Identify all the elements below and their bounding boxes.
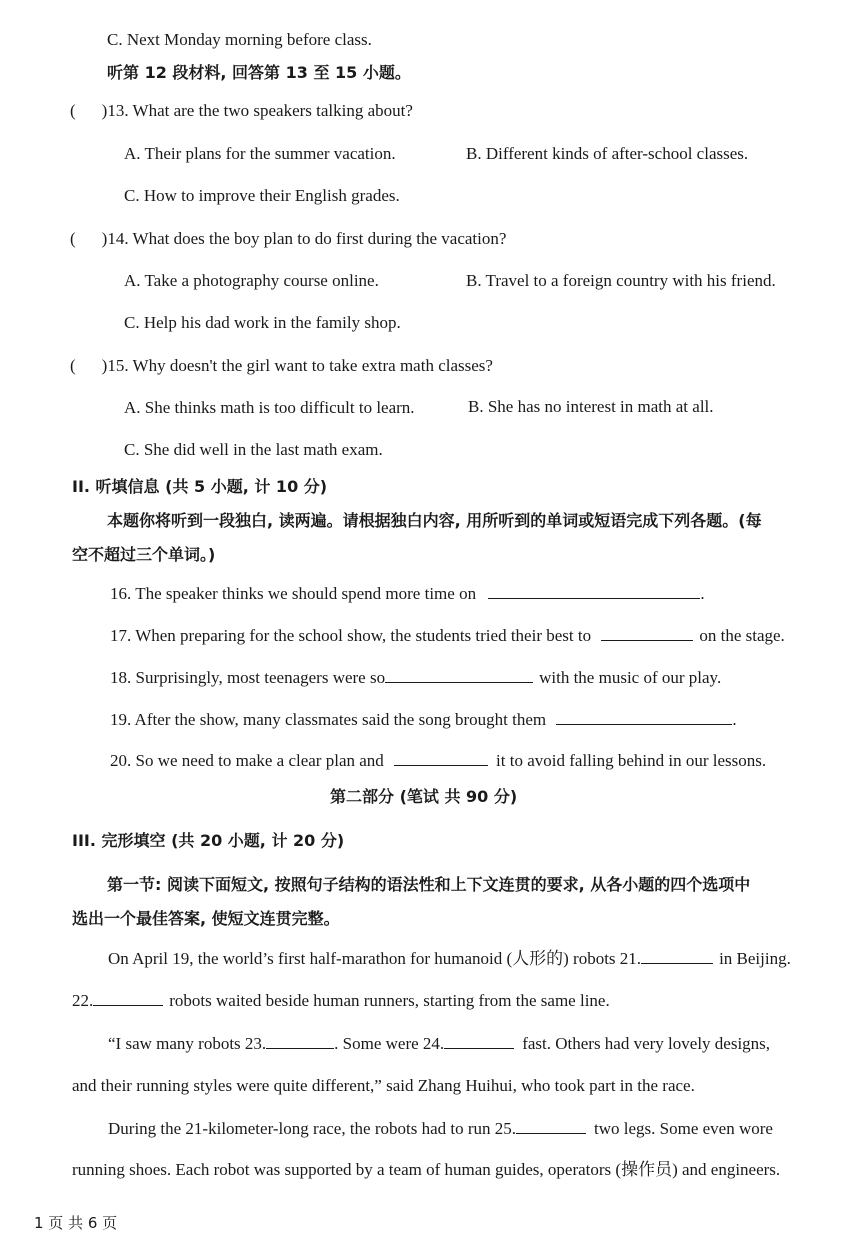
fill-item-suffix: with the music of our play.: [539, 668, 722, 687]
passage-line-2: [72, 989, 610, 1012]
question-stem-13: )13. What are the two speakers talking about?: [101, 101, 413, 120]
fill-blank-17[interactable]: [601, 624, 693, 641]
section-2-heading: II. 听填信息 (共 5 小题, 计 10 分): [72, 477, 328, 496]
question-stem-15: )15. Why doesn't the girl want to take extra math classes?: [101, 356, 493, 375]
passage-line-6: running shoes. Each robot was supported by a team of human guides, operators (操作员) and engineers.: [72, 1160, 781, 1179]
passage-text: 22.: [72, 991, 94, 1010]
passage-line-5: [108, 1117, 773, 1140]
passage-line-1: [108, 947, 791, 970]
option-c-13: C. How to improve their English grades.: [124, 186, 400, 205]
answer-paren: (: [70, 229, 76, 248]
cloze-blank-24[interactable]: [444, 1032, 514, 1049]
cloze-blank-22[interactable]: [93, 989, 163, 1006]
fill-blank-18[interactable]: [385, 666, 533, 683]
cloze-blank-21[interactable]: [641, 947, 713, 964]
fill-item-suffix: .: [732, 710, 737, 729]
passage-text: During the 21-kilometer-long race, the robots had to run 25.: [108, 1119, 517, 1138]
question-stem-14: )14. What does the boy plan to do first during the vacation?: [101, 229, 507, 248]
answer-paren: (: [70, 101, 76, 120]
fill-item-suffix: .: [700, 584, 705, 603]
question-15: [70, 355, 493, 377]
option-a-15: A. She thinks math is too difficult to learn.: [124, 398, 415, 417]
option-c-15: C. She did well in the last math exam.: [124, 440, 383, 459]
fill-item-text: 18. Surprisingly, most teenagers were so: [110, 668, 386, 687]
option-a-14: A. Take a photography course online.: [124, 271, 379, 290]
cloze-blank-23[interactable]: [266, 1032, 334, 1049]
fill-item-19: [110, 708, 737, 731]
fill-item-16: [110, 582, 705, 605]
section-2-instructions-line2: 空不超过三个单词。): [72, 545, 216, 564]
option-c-14: C. Help his dad work in the family shop.: [124, 313, 401, 332]
passage-text: two legs. Some even wore: [594, 1119, 773, 1138]
option-b-14: B. Travel to a foreign country with his friend.: [466, 271, 776, 290]
fill-item-text: 19. After the show, many classmates said the song brought them: [110, 710, 547, 729]
option-a-13: A. Their plans for the summer vacation.: [124, 144, 396, 163]
fill-item-20: [110, 749, 766, 772]
passage-text: robots waited beside human runners, starting from the same line.: [169, 991, 610, 1010]
option-b-13: B. Different kinds of after-school classes.: [466, 144, 749, 163]
fill-item-text: 17. When preparing for the school show, the students tried their best to: [110, 626, 592, 645]
passage-text: . Some were 24.: [334, 1034, 445, 1053]
fill-blank-20[interactable]: [394, 749, 488, 766]
passage-line-4: and their running styles were quite different,” said Zhang Huihui, who took part in the race.: [72, 1076, 695, 1095]
question-14: [70, 228, 506, 250]
section-3-instructions-line1: 第一节: 阅读下面短文, 按照句子结构的语法性和上下文连贯的要求, 从各小题的四个选项中: [107, 875, 751, 894]
section-intro-12: 听第 12 段材料, 回答第 13 至 15 小题。: [107, 63, 411, 82]
cloze-blank-25[interactable]: [516, 1117, 586, 1134]
fill-item-17: [110, 624, 785, 647]
section-2-instructions-line1: 本题你将听到一段独白, 读两遍。请根据独白内容, 用所听到的单词或短语完成下列各题。(每: [107, 511, 762, 530]
section-3-instructions-line2: 选出一个最佳答案, 使短文连贯完整。: [72, 909, 340, 928]
part-2-heading: 第二部分 (笔试 共 90 分): [330, 787, 518, 806]
fill-item-text: 20. So we need to make a clear plan and: [110, 751, 384, 770]
fill-blank-16[interactable]: [488, 582, 700, 599]
passage-text: fast. Others had very lovely designs,: [522, 1034, 771, 1053]
answer-paren: (: [70, 356, 76, 375]
passage-text: “I saw many robots 23.: [108, 1034, 267, 1053]
fill-item-suffix: it to avoid falling behind in our lessons.: [496, 751, 767, 770]
passage-text: On April 19, the world’s first half-marathon for humanoid (人形的) robots 21.: [108, 949, 642, 968]
page-footer: 1 页 共 6 页: [34, 1214, 118, 1232]
passage-text: in Beijing.: [719, 949, 791, 968]
fill-item-18: [110, 666, 721, 689]
option-c-q12: C. Next Monday morning before class.: [107, 30, 372, 49]
option-b-15: B. She has no interest in math at all.: [468, 397, 714, 416]
section-3-heading: III. 完形填空 (共 20 小题, 计 20 分): [72, 831, 345, 850]
fill-item-suffix: on the stage.: [699, 626, 785, 645]
question-13: [70, 100, 413, 122]
fill-item-text: 16. The speaker thinks we should spend more time on: [110, 584, 477, 603]
passage-line-3: [108, 1032, 770, 1055]
fill-blank-19[interactable]: [556, 708, 732, 725]
